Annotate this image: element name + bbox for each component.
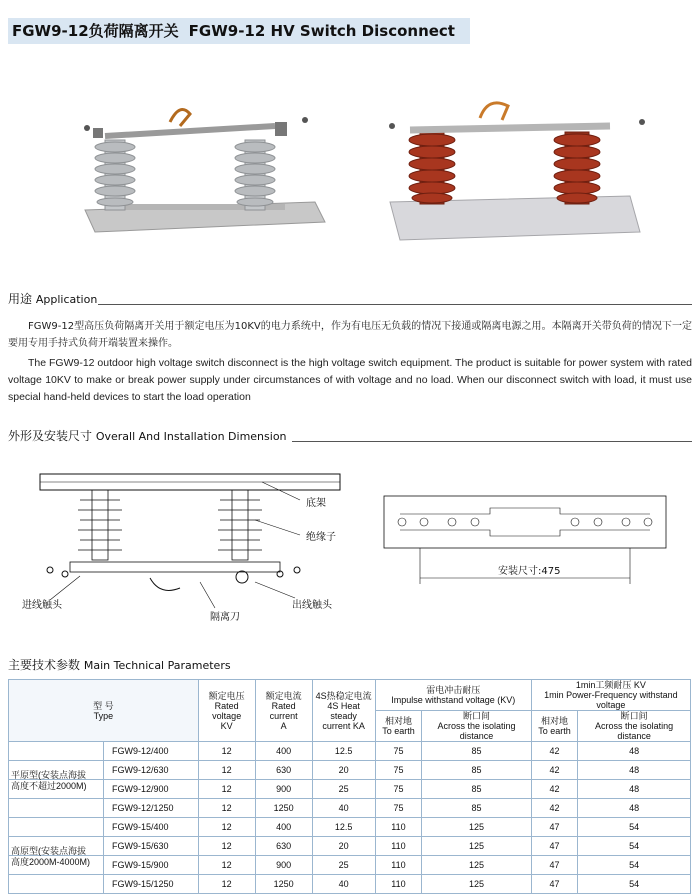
value-cell-a: 1250 bbox=[255, 799, 312, 818]
group-label bbox=[9, 799, 104, 817]
insulator-left bbox=[95, 140, 135, 210]
value-cell-a: 630 bbox=[255, 837, 312, 856]
group-label: 高原型(安装点海拔 bbox=[9, 837, 104, 855]
header-current-en2: current bbox=[269, 710, 298, 721]
value-cell-ia: 125 bbox=[422, 856, 532, 875]
type-cell bbox=[9, 742, 199, 761]
title-bar bbox=[0, 0, 700, 46]
value-cell-ie: 75 bbox=[375, 742, 421, 761]
group-label: 高度2000M-4000M) bbox=[9, 856, 104, 874]
model-name: FGW9-12/900 bbox=[112, 784, 169, 794]
header-impulse-earth bbox=[375, 711, 421, 742]
header-type-cn: 型 号 bbox=[93, 700, 114, 711]
type-cell bbox=[9, 837, 199, 856]
insulator-right bbox=[235, 140, 275, 210]
group-label bbox=[9, 742, 104, 760]
type-cell bbox=[9, 856, 199, 875]
type-cell bbox=[9, 780, 199, 799]
parameters-body bbox=[9, 742, 691, 894]
header-power-en: 1min Power-Frequency withstand voltage bbox=[544, 690, 678, 710]
parameters-table bbox=[8, 679, 691, 894]
value-cell-ie: 75 bbox=[375, 761, 421, 780]
header-impulse-cn: 雷电冲击耐压 bbox=[426, 685, 481, 695]
application-text-en: The FGW9-12 outdoor high voltage switch disconnect is the high voltage switch equipment. The product is suitable for power system with rated voltage 10KV to make or break power supply under circumstances of with voltage and no load. When our disconnect switch with load, it must use special hand-held devices to start the load operation bbox=[8, 357, 692, 403]
value-cell-pe: 47 bbox=[531, 856, 577, 875]
value-cell-kv: 12 bbox=[198, 818, 255, 837]
type-cell bbox=[9, 761, 199, 780]
header-voltage-en3: KV bbox=[220, 720, 233, 731]
application-heading bbox=[8, 290, 97, 307]
value-cell-pa: 48 bbox=[578, 780, 691, 799]
value-cell-ie: 110 bbox=[375, 856, 421, 875]
value-cell-pe: 42 bbox=[531, 799, 577, 818]
model-name: FGW9-15/630 bbox=[112, 841, 169, 851]
value-cell-ka: 25 bbox=[312, 856, 375, 875]
application-text-cn: FGW9-12型高压负荷隔离开关用于额定电压为10KV的电力系统中，作为有电压无负载的情况下接通或隔离电源之用。本隔离开关带负荷的情况下一定要用专用手持式负荷开端装置来操作。 bbox=[8, 321, 692, 349]
value-cell-a: 400 bbox=[255, 742, 312, 761]
model-name: FGW9-15/400 bbox=[112, 822, 169, 832]
table-row bbox=[9, 856, 691, 875]
value-cell-a: 1250 bbox=[255, 875, 312, 894]
table-row bbox=[9, 780, 691, 799]
table-row bbox=[9, 837, 691, 856]
header-power-earth-cn: 相对地 bbox=[540, 716, 568, 726]
value-cell-a: 900 bbox=[255, 856, 312, 875]
header-voltage-en1: Rated bbox=[214, 700, 239, 711]
header-impulse-en: Impulse withstand voltage (KV) bbox=[391, 695, 516, 705]
header-impulse-earth-en: To earth bbox=[382, 726, 415, 736]
header-type bbox=[9, 680, 199, 742]
header-current bbox=[255, 680, 312, 742]
value-cell-pe: 47 bbox=[531, 818, 577, 837]
dimension-heading-cn: 外形及安装尺寸 bbox=[8, 429, 93, 443]
header-heat-en1: 4S Heat bbox=[327, 700, 360, 711]
side-view-drawing bbox=[10, 470, 360, 630]
header-power-across-cn: 断口间 bbox=[620, 711, 648, 721]
header-current-en3: A bbox=[280, 720, 287, 731]
value-cell-kv: 12 bbox=[198, 799, 255, 818]
header-impulse-across-cn: 断口间 bbox=[462, 711, 490, 721]
header-heat-en3: current KA bbox=[322, 720, 365, 731]
model-name: FGW9-15/1250 bbox=[112, 879, 174, 889]
value-cell-ie: 75 bbox=[375, 799, 421, 818]
value-cell-kv: 12 bbox=[198, 761, 255, 780]
model-name: FGW9-12/1250 bbox=[112, 803, 174, 813]
value-cell-pe: 42 bbox=[531, 742, 577, 761]
top-view-drawing bbox=[380, 492, 675, 602]
value-cell-pa: 54 bbox=[578, 818, 691, 837]
header-voltage bbox=[198, 680, 255, 742]
header-voltage-cn: 额定电压 bbox=[208, 690, 245, 701]
value-cell-pa: 54 bbox=[578, 875, 691, 894]
value-cell-kv: 12 bbox=[198, 780, 255, 799]
table-row bbox=[9, 799, 691, 818]
value-cell-pa: 48 bbox=[578, 742, 691, 761]
drawing-insulator-right bbox=[218, 490, 262, 560]
value-cell-ie: 110 bbox=[375, 837, 421, 856]
model-name: FGW9-15/900 bbox=[112, 860, 169, 870]
header-power-earth-en: To earth bbox=[538, 726, 571, 736]
value-cell-kv: 12 bbox=[198, 742, 255, 761]
type-cell bbox=[9, 818, 199, 837]
model-name: FGW9-12/630 bbox=[112, 765, 169, 775]
value-cell-ka: 40 bbox=[312, 875, 375, 894]
value-cell-pa: 48 bbox=[578, 799, 691, 818]
value-cell-kv: 12 bbox=[198, 875, 255, 894]
table-row bbox=[9, 818, 691, 837]
parameters-heading-en: Main Technical Parameters bbox=[83, 659, 231, 672]
header-current-cn: 额定电流 bbox=[265, 690, 302, 701]
value-cell-ka: 20 bbox=[312, 837, 375, 856]
application-heading-cn: 用途 bbox=[8, 292, 33, 306]
value-cell-ka: 12.5 bbox=[312, 818, 375, 837]
title-cn: FGW9-12负荷隔离开关 bbox=[12, 22, 179, 40]
value-cell-ia: 125 bbox=[422, 837, 532, 856]
insulator-left-red bbox=[409, 132, 455, 204]
value-cell-pe: 47 bbox=[531, 837, 577, 856]
header-power-across-en: Across the isolating distance bbox=[595, 721, 674, 741]
header-heat-en2: steady bbox=[330, 710, 357, 721]
value-cell-pa: 54 bbox=[578, 856, 691, 875]
value-cell-ka: 25 bbox=[312, 780, 375, 799]
header-heat-cn: 4S热稳定电流 bbox=[315, 690, 372, 701]
value-cell-ia: 85 bbox=[422, 799, 532, 818]
dimension-rule bbox=[292, 441, 692, 442]
product-photo-red bbox=[380, 92, 660, 242]
value-cell-kv: 12 bbox=[198, 856, 255, 875]
label-blade: 隔离刀 bbox=[210, 612, 240, 623]
label-incoming: 进线触头 bbox=[22, 600, 62, 611]
header-impulse-earth-cn: 相对地 bbox=[384, 716, 412, 726]
parameters-heading-cn: 主要技术参数 bbox=[8, 658, 81, 672]
value-cell-pe: 42 bbox=[531, 761, 577, 780]
header-power-cn: 1min工频耐压 KV bbox=[575, 680, 646, 690]
header-power-across bbox=[578, 711, 691, 742]
label-outgoing: 出线触头 bbox=[292, 600, 332, 611]
value-cell-ka: 40 bbox=[312, 799, 375, 818]
title-en: FGW9-12 HV Switch Disconnect bbox=[188, 22, 455, 40]
header-current-en1: Rated bbox=[271, 700, 296, 711]
application-heading-en: Application bbox=[35, 293, 98, 306]
value-cell-ia: 125 bbox=[422, 875, 532, 894]
label-base: 底架 bbox=[306, 498, 326, 509]
value-cell-ia: 85 bbox=[422, 761, 532, 780]
value-cell-pa: 48 bbox=[578, 761, 691, 780]
label-mount-size: 安装尺寸:475 bbox=[498, 566, 561, 577]
dimension-heading bbox=[8, 427, 287, 444]
value-cell-ka: 12.5 bbox=[312, 742, 375, 761]
value-cell-a: 630 bbox=[255, 761, 312, 780]
value-cell-ka: 20 bbox=[312, 761, 375, 780]
header-heat bbox=[312, 680, 375, 742]
value-cell-pe: 47 bbox=[531, 875, 577, 894]
table-row bbox=[9, 761, 691, 780]
header-power-earth bbox=[531, 711, 577, 742]
value-cell-ie: 75 bbox=[375, 780, 421, 799]
group-label: 高度不超过2000M) bbox=[9, 780, 104, 798]
value-cell-ie: 110 bbox=[375, 875, 421, 894]
parameters-heading bbox=[8, 656, 231, 673]
model-name: FGW9-12/400 bbox=[112, 746, 169, 756]
group-label bbox=[9, 818, 104, 836]
label-insulator: 绝缘子 bbox=[306, 532, 336, 543]
type-cell bbox=[9, 799, 199, 818]
insulator-right-red bbox=[554, 132, 600, 204]
value-cell-kv: 12 bbox=[198, 837, 255, 856]
page-title bbox=[12, 20, 455, 41]
header-voltage-en2: voltage bbox=[212, 710, 242, 721]
value-cell-ia: 85 bbox=[422, 742, 532, 761]
value-cell-ia: 85 bbox=[422, 780, 532, 799]
header-type-en: Type bbox=[93, 710, 114, 721]
value-cell-ie: 110 bbox=[375, 818, 421, 837]
dimension-heading-en: Overall And Installation Dimension bbox=[95, 430, 287, 443]
table-row bbox=[9, 742, 691, 761]
header-impulse-across-en: Across the isolating distance bbox=[437, 721, 516, 741]
header-impulse bbox=[375, 680, 531, 711]
group-label bbox=[9, 875, 104, 893]
group-label: 平原型(安装点海拔 bbox=[9, 761, 104, 779]
product-photo-grey bbox=[75, 92, 335, 242]
application-rule bbox=[98, 304, 692, 305]
header-impulse-across bbox=[422, 711, 532, 742]
value-cell-ia: 125 bbox=[422, 818, 532, 837]
value-cell-pe: 42 bbox=[531, 780, 577, 799]
drawing-insulator-left bbox=[78, 490, 122, 560]
value-cell-a: 400 bbox=[255, 818, 312, 837]
header-power bbox=[531, 680, 690, 711]
value-cell-a: 900 bbox=[255, 780, 312, 799]
value-cell-pa: 54 bbox=[578, 837, 691, 856]
